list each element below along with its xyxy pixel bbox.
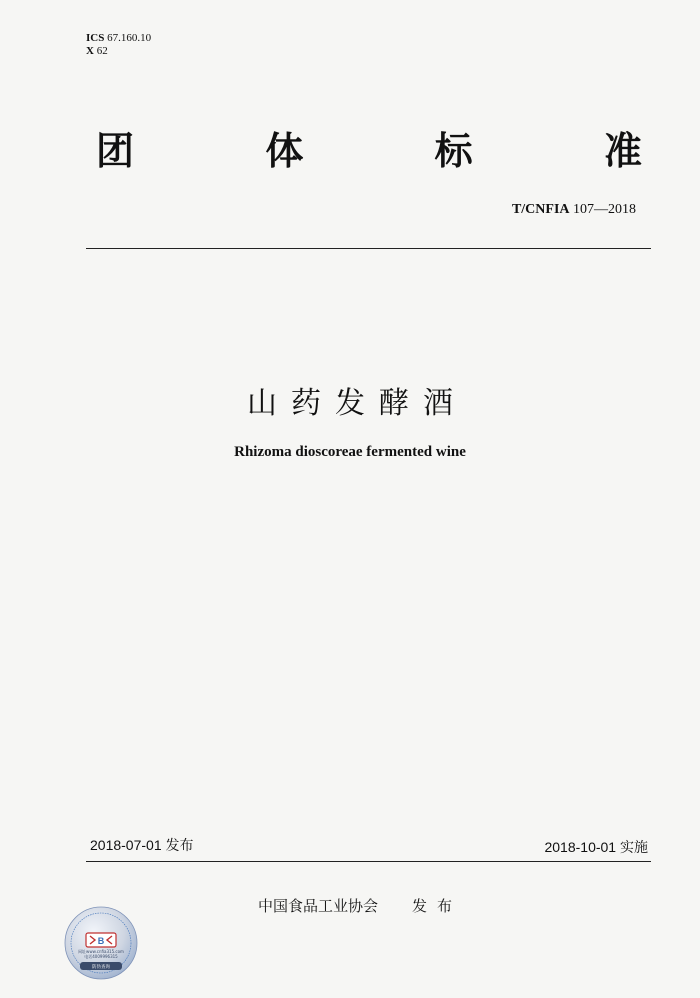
ccs-line [86,45,151,58]
ics-code: 67.160.10 [107,32,152,44]
document-title-cn: 山药发酵酒 [247,386,467,421]
publisher-line [258,895,462,916]
seal-phone: 电话4009996315 [84,954,118,959]
issue-date: 2018-07-01 发布 [90,837,194,853]
standard-year-number: 107—2018 [573,202,636,217]
ccs-code: 62 [96,45,108,57]
ics-label: ICS [86,32,105,44]
classification-codes [86,32,151,58]
svg-text:B: B [97,936,105,946]
implementation-date: 2018-10-01 实施 [544,839,648,855]
anti-counterfeit-seal-icon [64,906,138,980]
top-divider [86,248,651,249]
standard-number [512,202,636,218]
standard-prefix: T/CNFIA [511,202,570,217]
seal-check: 防伪查询 [92,965,110,970]
heading-char: 团 [96,129,135,173]
ics-line [86,32,151,45]
heading-char: 准 [603,129,642,173]
group-standard-heading [96,128,642,174]
heading-char: 标 [434,129,473,173]
publisher-action: 发布 [412,897,463,915]
bottom-divider [86,861,651,862]
document-title-en: Rhizoma dioscoreae fermented wine [234,444,466,460]
publisher-name: 中国食品工业协会 [258,897,379,915]
seal-website: 网址www.cnfia315.com [78,949,124,954]
heading-char: 体 [265,129,304,173]
ccs-label: X [86,45,94,57]
